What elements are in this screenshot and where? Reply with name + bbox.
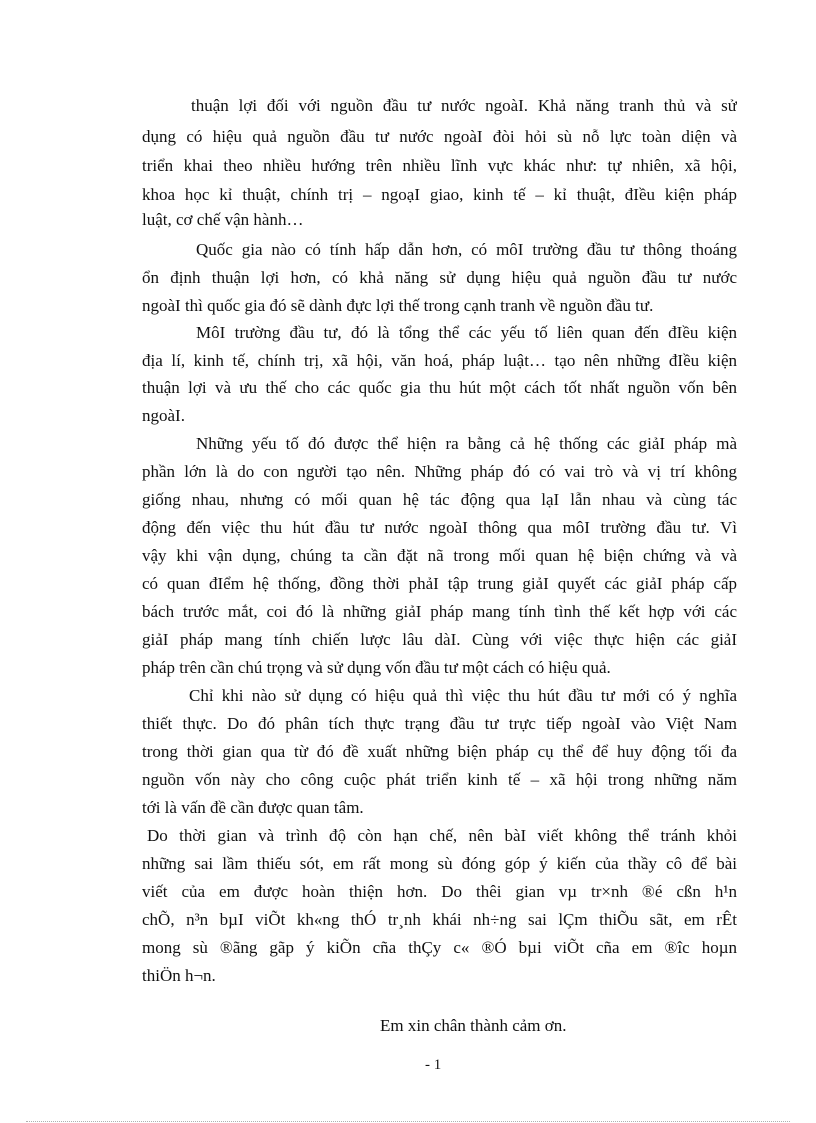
paragraph-line: thuận lợi và ưu thế cho các quốc gia thu hút một cách tốt nhất nguồn vốn bên — [142, 378, 737, 397]
page-bottom-rule — [26, 1121, 790, 1122]
paragraph-line: giảI pháp mang tính chiến lược lâu dàI. Cùng với việc thực hiện các giảI — [142, 630, 737, 649]
paragraph-line: Do thời gian và trình độ còn hạn chế, nên bàI viết không thể tránh khỏi — [147, 826, 737, 845]
paragraph-line: nguồn vốn này cho công cuộc phát triển kinh tế – xã hội trong những năm — [142, 770, 737, 789]
paragraph-line: phần lớn là do con người tạo nên. Những pháp đó có vai trò và vị trí không — [142, 462, 737, 481]
paragraph-line: tới là vấn đề cần được quan tâm. — [142, 798, 364, 817]
paragraph-line: thiết thực. Do đó phân tích thực trạng đầu tư trực tiếp ngoàI vào Việt Nam — [142, 714, 737, 733]
paragraph-line: động đến việc thu hút đầu tư nước ngoàI thông qua môI trường đầu tư. Vì — [142, 518, 737, 537]
paragraph-line: MôI trường đầu tư, đó là tổng thể các yếu tố liên quan đến đIều kiện — [196, 323, 737, 342]
paragraph-line: ngoàI thì quốc gia đó sẽ dành đực lợi thế trong cạnh tranh về nguồn đầu tư. — [142, 296, 654, 315]
paragraph-line: pháp trên cần chú trọng và sử dụng vốn đầu tư một cách có hiệu quả. — [142, 658, 611, 677]
page-number: - 1 — [425, 1057, 442, 1073]
paragraph-line: thuận lợi đối với nguồn đầu tư nước ngoàI. Khả năng tranh thủ và sử — [191, 96, 737, 115]
paragraph-line: triển khai theo nhiều hướng trên nhiều lĩnh vực khác như: tự nhiên, xã hội, — [142, 156, 737, 175]
paragraph-line: vậy khi vận dụng, chúng ta cần đặt nã trong mối quan hệ biện chứng và và — [142, 546, 737, 565]
paragraph-line: giống nhau, nhưng có mối quan hệ tác động qua lạI lẫn nhau và cùng tác — [142, 490, 737, 509]
paragraph-line: Những yếu tố đó được thể hiện ra bằng cả hệ thống các giảI pháp mà — [196, 434, 737, 453]
paragraph-line: bách trước mắt, coi đó là những giảI pháp mang tính tình thế kết hợp với các — [142, 602, 737, 621]
paragraph-line: thiÖn h¬n. — [142, 966, 216, 985]
paragraph-line: viết của em được hoàn thiện hơn. Do thêi gian vµ tr×nh ®é cßn h¹n — [142, 882, 737, 901]
paragraph-line: mong sù ®ãng gãp ý kiÕn cña thÇy c« ®Ó bµi viÕt cña em ®îc hoµn — [142, 938, 737, 957]
paragraph-line: dụng có hiệu quả nguồn đầu tư nước ngoàI đòi hỏi sù nỗ lực toàn diện và — [142, 127, 737, 146]
paragraph-line: ngoàI. — [142, 406, 185, 425]
paragraph-line: Quốc gia nào có tính hấp dẫn hơn, có môI trường đầu tư thông thoáng — [196, 240, 737, 259]
paragraph-line: có quan đIểm hệ thống, đồng thời phảI tập trung giảI quyết các giảI pháp cấp — [142, 574, 737, 593]
paragraph-line: Chỉ khi nào sử dụng có hiệu quả thì việc thu hút đầu tư mới có ý nghĩa — [189, 686, 737, 705]
paragraph-line: địa lí, kinh tế, chính trị, xã hội, văn hoá, pháp luật… tạo nên những đIều kiện — [142, 351, 737, 370]
paragraph-line: khoa học kỉ thuật, chính trị – ngoạI giao, kinh tế – kỉ thuật, đIều kiện pháp — [142, 185, 737, 204]
closing-line: Em xin chân thành cảm ơn. — [380, 1016, 567, 1035]
paragraph-line: luật, cơ chế vận hành… — [142, 210, 304, 229]
paragraph-line: trong thời gian qua từ đó đề xuất những biện pháp cụ thể để huy động tối đa — [142, 742, 737, 761]
paragraph-line: chÕ, n³n bµI viÕt kh«ng thÓ tr¸nh khái nh÷ng sai lÇm thiÕu sãt, em rÊt — [142, 910, 737, 929]
paragraph-line: những sai lầm thiếu sót, em rất mong sù đóng góp ý kiến của thầy cô để bài — [142, 854, 737, 873]
paragraph-line: ổn định thuận lợi hơn, có khả năng sử dụng hiệu quả nguồn đầu tư nước — [142, 268, 737, 287]
